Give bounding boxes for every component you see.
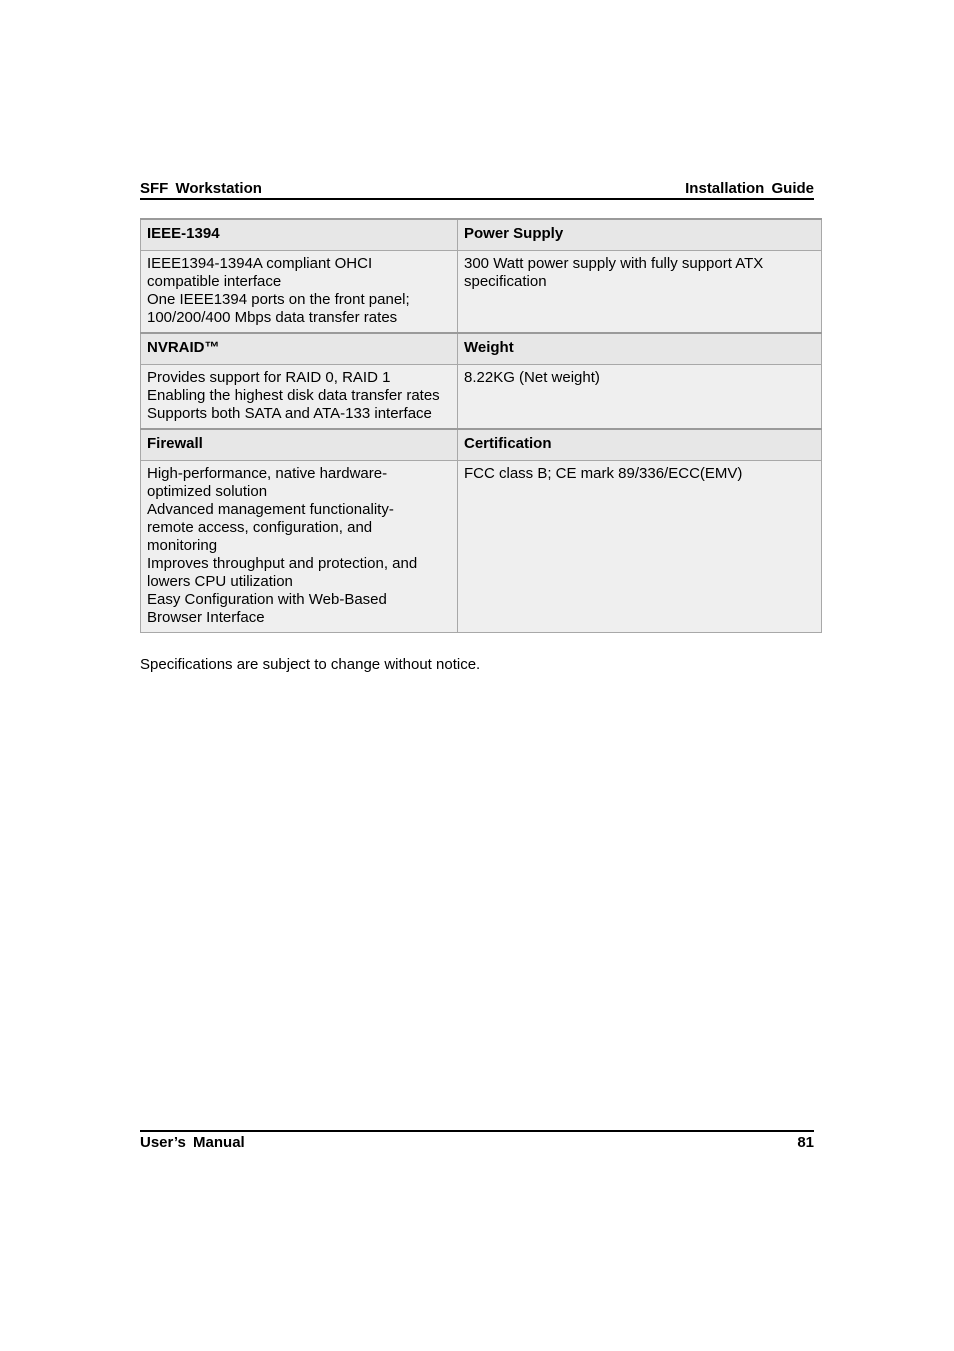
spec-line: High-performance, native hardware-: [147, 465, 388, 482]
spec-line: Supports both SATA and ATA-133 interface: [147, 405, 432, 422]
spec-line: monitoring: [147, 537, 218, 554]
spec-heading: Power Supply: [458, 219, 822, 251]
table-row: [141, 429, 822, 461]
spec-heading: Weight: [458, 333, 822, 365]
spec-line: compatible interface: [147, 273, 282, 290]
spec-heading: IEEE-1394: [141, 219, 458, 251]
footer-title: User’s Manual: [140, 1134, 245, 1151]
spec-heading: Certification: [458, 429, 822, 461]
table-row: [141, 365, 822, 430]
spec-cell: [458, 365, 822, 430]
page-footer: [140, 1130, 814, 1154]
specifications-table: [140, 218, 822, 633]
table-row: [141, 461, 822, 633]
spec-cell: [458, 251, 822, 334]
spec-line: 8.22KG (Net weight): [464, 369, 600, 386]
spec-line: optimized solution: [147, 483, 268, 500]
spec-line: Advanced management functionality-: [147, 501, 394, 518]
spec-cell: [458, 461, 822, 633]
spec-line: One IEEE1394 ports on the front panel;: [147, 291, 410, 308]
spec-cell: [141, 461, 458, 633]
page-number: 81: [797, 1134, 814, 1151]
spec-cell: [141, 251, 458, 334]
spec-cell: [141, 365, 458, 430]
spec-line: Enabling the highest disk data transfer rates: [147, 387, 440, 404]
spec-line: Browser Interface: [147, 609, 265, 626]
table-row: [141, 251, 822, 334]
header-title: SFF Workstation: [140, 180, 262, 197]
spec-line: remote access, configuration, and: [147, 519, 373, 536]
spec-line: 100/200/400 Mbps data transfer rates: [147, 309, 398, 326]
spec-line: Easy Configuration with Web-Based: [147, 591, 387, 608]
spec-line: FCC class B; CE mark 89/336/ECC(EMV): [464, 465, 743, 482]
spec-line: Improves throughput and protection, and: [147, 555, 418, 572]
spec-line: 300 Watt power supply with fully support ATX: [464, 255, 764, 272]
page-header: [140, 180, 814, 200]
spec-line: IEEE1394-1394A compliant OHCI: [147, 255, 373, 272]
spec-line: specification: [464, 273, 547, 290]
header-guide-title: Installation Guide: [685, 180, 814, 197]
table-row: [141, 219, 822, 251]
specifications-note: Specifications are subject to change without notice.: [140, 656, 481, 673]
spec-heading: NVRAID™: [141, 333, 458, 365]
table-row: [141, 333, 822, 365]
spec-line: lowers CPU utilization: [147, 573, 293, 590]
spec-line: Provides support for RAID 0, RAID 1: [147, 369, 391, 386]
spec-heading: Firewall: [141, 429, 458, 461]
